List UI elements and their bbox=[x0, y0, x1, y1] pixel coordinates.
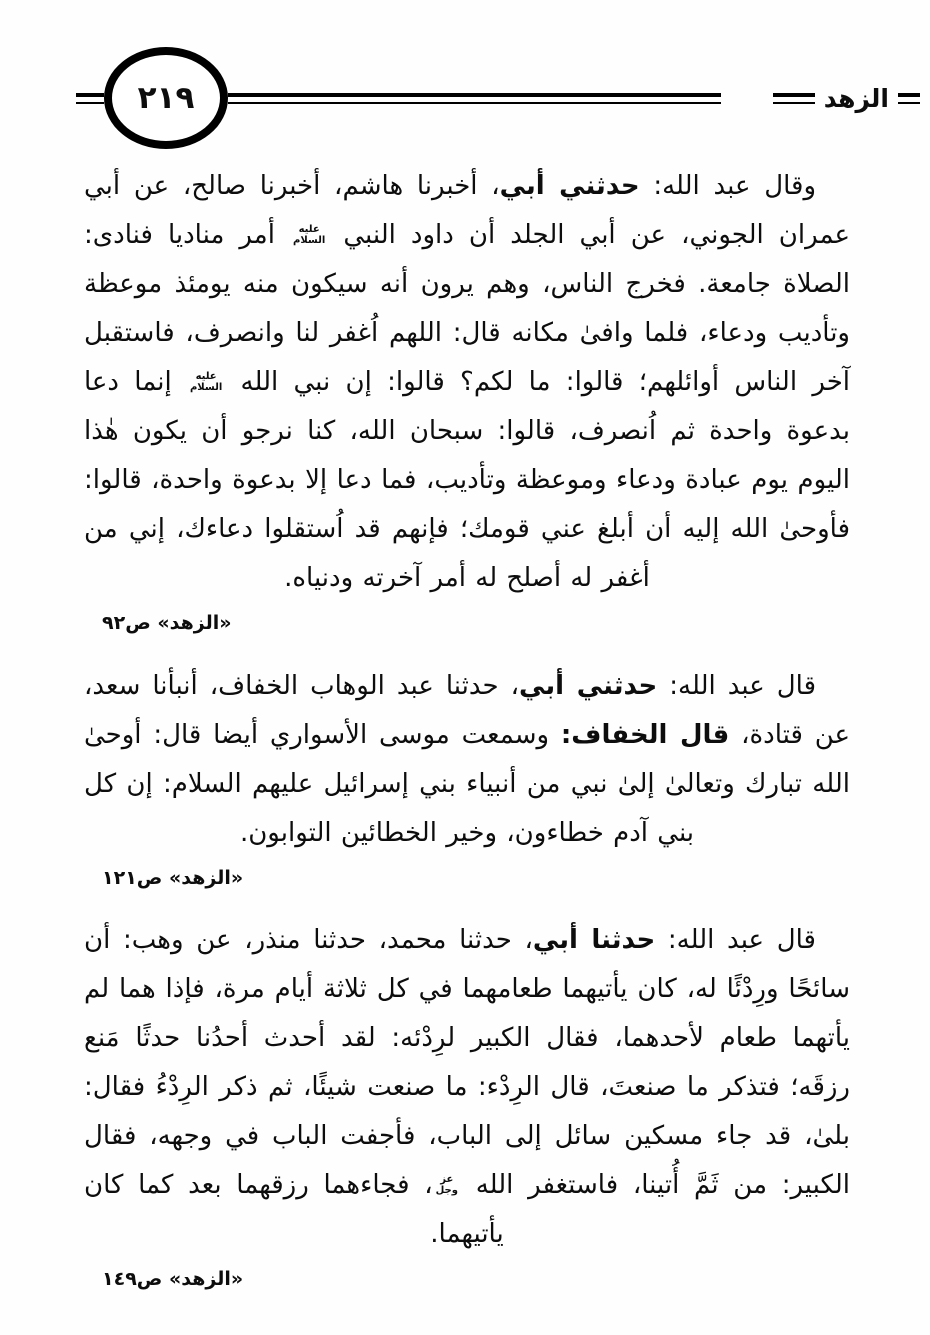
honorific-symbol: عليه السلام bbox=[189, 371, 223, 393]
text-segment: وقال عبد الله: bbox=[639, 171, 817, 201]
page-number: ٢١٩ bbox=[137, 80, 195, 116]
header-rule-line bbox=[228, 93, 721, 104]
text-segment: قال عبد الله: bbox=[657, 670, 817, 701]
text-segment: قال عبد الله: bbox=[655, 925, 816, 956]
narrator-bold-segment: حدثنا أبي bbox=[532, 925, 656, 956]
page-header bbox=[0, 50, 930, 146]
page-body bbox=[0, 146, 930, 1292]
text-segment: وسمعت موسى الأسواري أيضا قال: أوحىٰ الله تبارك وتعالىٰ إلىٰ نبي من أنبياء بني إسرائيل عليهم السلام: إن كل بني آدم خطاءون، وخير الخطائين التوابون. bbox=[84, 719, 850, 848]
honorific-symbol: عليه السلام bbox=[293, 224, 326, 246]
honorific-symbol: عز وجل bbox=[435, 1174, 458, 1196]
hadith-paragraph bbox=[84, 662, 850, 858]
source-citation: «الزهد» ص١٤٩ bbox=[102, 1268, 244, 1291]
hadith-paragraph bbox=[84, 162, 850, 603]
text-segment: ، حدثنا عبد الوهاب الخفاف، أنبأنا سعد، عن قتادة، bbox=[84, 670, 850, 750]
source-citation: «الزهد» ص١٢١ bbox=[102, 866, 244, 889]
source-citation: «الزهد» ص٩٢ bbox=[102, 612, 232, 634]
hadith-list bbox=[84, 162, 850, 1292]
header-rule-dash-right bbox=[898, 93, 920, 104]
hadith-paragraph bbox=[84, 916, 850, 1259]
narrator-bold-segment: قال الخفاف: bbox=[560, 719, 730, 750]
text-segment: أمر مناديا فنادى: الصلاة جامعة. فخرج الناس، وهم يرون أنه سيكون منه يومئذ موعظة وتأديب ودعاء، فلما وافىٰ مكانه قال: اللهم اُغفر لنا وانصرف، فاستقبل آخر الناس أوائلهم؛ قالوا: ما لكم؟ قالوا: إن نبي الله bbox=[84, 220, 850, 397]
text-segment: ، فجاءهما رزقهما بعد كما كان يأتيهما. bbox=[84, 1170, 504, 1250]
header-rule-stub bbox=[76, 93, 104, 104]
running-title: الزهد bbox=[823, 83, 889, 113]
text-segment: ، حدثنا محمد، حدثنا منذر، عن وهب: أن سائحًا ورِدْئًا له، كان يأتيهما طعامهما في كل ثلاثة أيام مرة، فإذا هما لم يأتهما طعام لأحدهما، فقال الكبير لرِدْئه: لقد أحدث أحدُنا حدثًا مَنع رزقَه؛ فتذكر ما صنعتَ، قال الرِدْء: ما صنعت شيئًا، ثم ذكر الرِدْءُ فقال: بلىٰ، قد جاء مسكين سائل إلى الباب، فأجفت الباب في وجهه، فقال الكبير: من ثَمَّ أُتينا، فاستغفر الله bbox=[84, 925, 851, 1201]
header-rule-dash-mid bbox=[773, 93, 815, 104]
narrator-bold-segment: حدثني أبي bbox=[519, 670, 658, 701]
narrator-bold-segment: حدثني أبي bbox=[499, 171, 640, 201]
page-number-badge bbox=[104, 47, 228, 149]
text-segment: إنما دعا بدعوة واحدة ثم اُنصرف، قالوا: سبحان الله، كنا نرجو أن يكون هٰذا اليوم يوم عبادة ودعاء وموعظة وتأديب، فما دعا إلا بدعوة واحدة، قالوا: فأوحىٰ الله إليه أن أبلغ عني قومك؛ فإنهم قد اُستقلوا دعاءك، إني من أغفر له أصلح له أمر آخرته ودنياه. bbox=[84, 367, 850, 593]
text-segment: ، أخبرنا هاشم، أخبرنا صالح، عن أبي عمران الجوني، عن أبي الجلد أن داود النبي bbox=[84, 171, 850, 250]
